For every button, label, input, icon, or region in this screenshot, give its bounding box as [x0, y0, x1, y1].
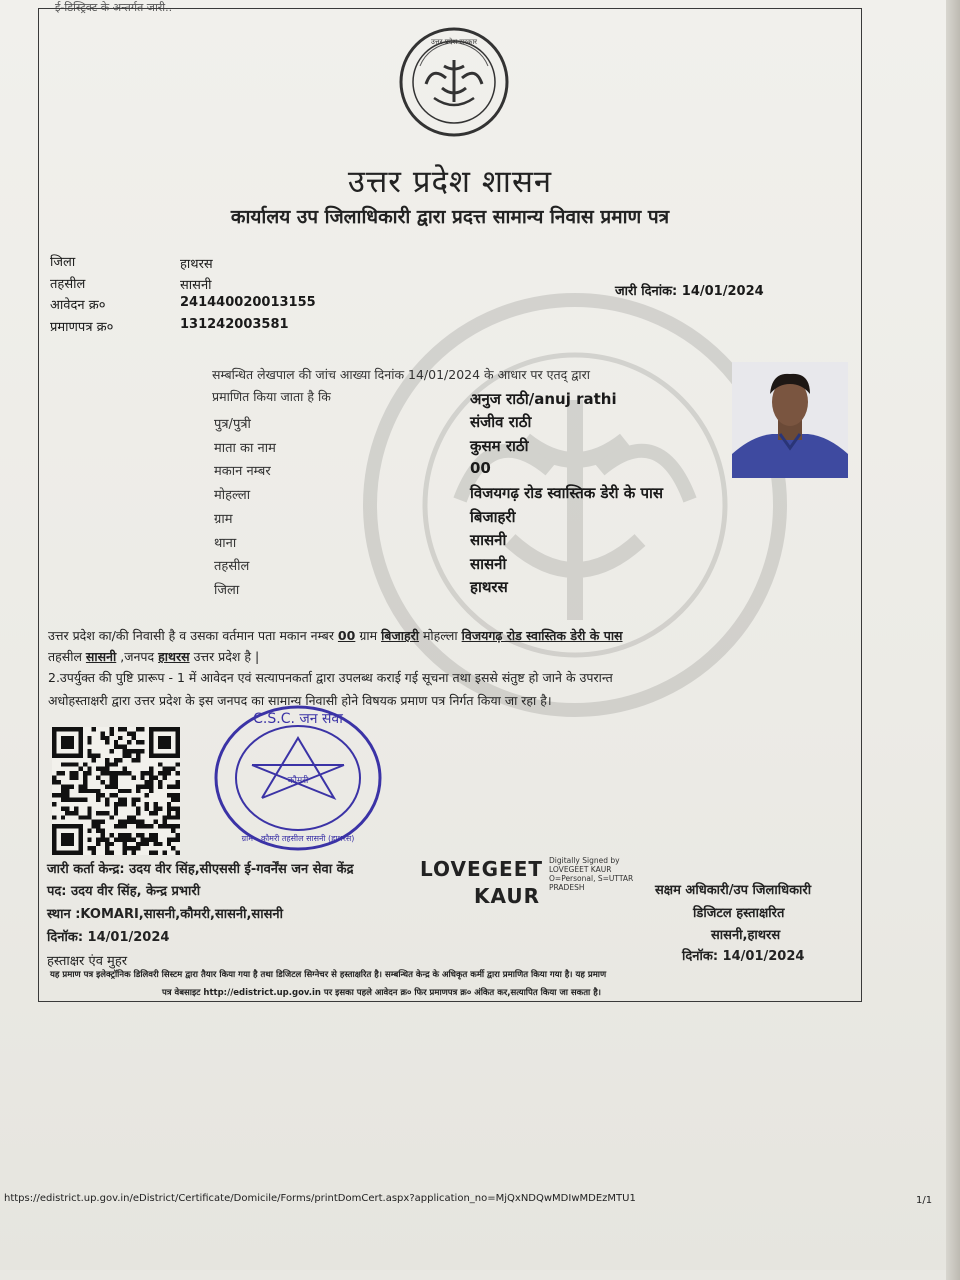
- print-url: https://edistrict.up.gov.in/eDistrict/Certificate/Domicile/Forms/printDomCert.aspx?application_no=MjQxNDQwMDIwMDEzMTU1: [4, 1193, 636, 1204]
- para-text-a: उत्तर प्रदेश का/की निवासी है व उसका वर्तमान पता मकान नम्बर: [48, 628, 334, 643]
- stamp-bottom-text: ग्राम - कौमरी तहसील सासनी (हाथरस): [241, 834, 355, 843]
- officer-signed: डिजिटल हस्ताक्षरित: [693, 906, 785, 921]
- issuer-post: पद: उदय वीर सिंह, केन्द्र प्रभारी: [47, 884, 201, 899]
- officer-date: दिनॉक: 14/01/2024: [682, 949, 805, 964]
- village-label: ग्राम: [214, 512, 233, 527]
- issue-date-label: जारी दिनांक:: [615, 284, 678, 299]
- footer-note-1: यह प्रमाण पत्र इलेक्ट्रॉनिक डिलिवरी सिस्टम द्वारा तैयार किया गया है तथा डिजिटल सिग्नेचर से हस्ताक्षरित है। सम्बन्धित केन्द्र के अधिकृत कर्मी द्वारा प्रमाणित किया गया है। यह प्रमाण: [50, 970, 607, 980]
- issuer-place: स्थान :KOMARI,सासनी,कौमरी,सासनी,सासनी: [47, 907, 283, 922]
- para-house: 00: [337, 628, 356, 643]
- page-subtitle: कार्यालय उप जिलाधिकारी द्वारा प्रदत्त सामान्य निवास प्रमाण पत्र: [230, 206, 670, 228]
- footer-note-2: पत्र वेबसाइट http://edistrict.up.gov.in पर इसका पहले आवेदन क्र० फिर प्रमाणपत्र क्र० अंकित कर,सत्यापित किया जा सकता है।: [162, 988, 601, 998]
- police-station-value: सासनी: [470, 531, 507, 549]
- digital-signature-note-1: Digitally Signed by: [549, 856, 620, 865]
- issue-date-value: 14/01/2024: [681, 284, 764, 299]
- parent-name: संजीव राठी: [470, 413, 532, 431]
- tehsil-row-value: सासनी: [470, 555, 507, 573]
- top-cut-text: ई-डिस्ट्रिक्ट के अन्तर्गत जारी..: [55, 1, 173, 14]
- stamp-outer-text: C.S.C. जन सेवा: [253, 711, 343, 727]
- tehsil-label: तहसील: [50, 277, 86, 292]
- para-village: बिजाहरी: [381, 628, 419, 643]
- para-tehsil: सासनी: [85, 649, 117, 664]
- page-number: 1/1: [916, 1195, 933, 1206]
- stamp-inner-text: कौमरी: [287, 776, 309, 786]
- tehsil-row-label: तहसील: [214, 559, 250, 574]
- village-value: बिजाहरी: [470, 508, 516, 526]
- certificate-label: प्रमाणपत्र क्र०: [50, 320, 114, 335]
- district-row-value: हाथरस: [470, 578, 508, 596]
- qr-code: [52, 727, 180, 855]
- digital-signature-name-2: KAUR: [474, 884, 541, 908]
- emblem-watermark: [360, 290, 790, 720]
- district-row-label: जिला: [214, 583, 240, 598]
- address-paragraph-line-1: [48, 627, 623, 644]
- intro-line-2: प्रमाणित किया जाता है कि: [212, 389, 331, 404]
- officer-title: सक्षम अधिकारी/उप जिलाधिकारी: [655, 883, 812, 898]
- page-title: उत्तर प्रदेश शासन: [347, 164, 553, 200]
- house-number: 00: [470, 459, 491, 477]
- digital-signature-note-4: PRADESH: [549, 883, 585, 892]
- mother-label: माता का नाम: [214, 441, 276, 456]
- para-text-f: उत्तर प्रदेश है |: [193, 649, 260, 664]
- application-number: 241440020013155: [180, 295, 316, 310]
- mother-name: कुसम राठी: [470, 437, 529, 455]
- up-government-emblem: [398, 26, 510, 138]
- certificate-number: 131242003581: [180, 317, 289, 332]
- application-label: आवेदन क्र०: [50, 298, 106, 313]
- page-edge: [946, 0, 960, 1280]
- para-text-e: ,जनपद: [120, 649, 155, 664]
- district-label: जिला: [50, 255, 76, 270]
- para-mohalla: विजयगढ़ रोड स्वास्तिक डेरी के पास: [461, 628, 623, 643]
- officer-place: सासनी,हाथरस: [711, 928, 781, 943]
- issuing-center: जारी कर्ता केन्द्र: उदय वीर सिंह,सीएससी ई-गवर्नेंस जन सेवा केंद्र: [47, 862, 354, 877]
- para-text-b: ग्राम: [359, 628, 378, 643]
- signature-seal-label: हस्ताक्षर एंव मुहर: [47, 954, 128, 969]
- digital-signature-note-3: O=Personal, S=UTTAR: [549, 874, 634, 883]
- tehsil-value: सासनी: [180, 278, 212, 293]
- applicant-name: अनुज राठी/anuj rathi: [470, 390, 617, 408]
- applicant-photo: [732, 362, 848, 478]
- intro-line-1: सम्बन्धित लेखपाल की जांच आख्या दिनांक 14/01/2024 के आधार पर एतद् द्वारा: [212, 367, 591, 382]
- para-text-d: तहसील: [48, 649, 82, 664]
- address-paragraph-line-2: [48, 648, 259, 665]
- digital-signature-note-2: LOVEGEET KAUR: [549, 865, 612, 874]
- house-label: मकान नम्बर: [214, 464, 271, 479]
- confirmation-line-2: अधोहस्ताक्षरी द्वारा उत्तर प्रदेश के इस जनपद का सामान्य निवासी होने विषयक प्रमाण पत्र निर्गत किया जा रहा है।: [48, 693, 552, 708]
- mohalla-label: मोहल्ला: [214, 488, 251, 503]
- issuer-date: दिनॉक: 14/01/2024: [47, 930, 170, 945]
- para-text-c: मोहल्ला: [422, 628, 458, 643]
- digital-signature-name-1: LOVEGEET: [420, 857, 544, 881]
- confirmation-line-1: 2.उपर्युक्त की पुष्टि प्रारूप - 1 में आवेदन एवं सत्यापनकर्ता द्वारा उपलब्ध कराई गई सूचना तथा इससे संतुष्ट हो जाने के उपरान्त: [48, 670, 613, 685]
- para-district: हाथरस: [158, 649, 190, 664]
- parent-label: पुत्र/पुत्री: [214, 417, 251, 432]
- csc-stamp: [212, 703, 384, 853]
- emblem-text: उत्तर प्रदेश सरकार: [430, 38, 478, 46]
- police-station-label: थाना: [214, 536, 237, 551]
- issue-date: [615, 281, 764, 299]
- district-value: हाथरस: [180, 257, 213, 272]
- mohalla-value: विजयगढ़ रोड स्वास्तिक डेरी के पास: [470, 484, 664, 502]
